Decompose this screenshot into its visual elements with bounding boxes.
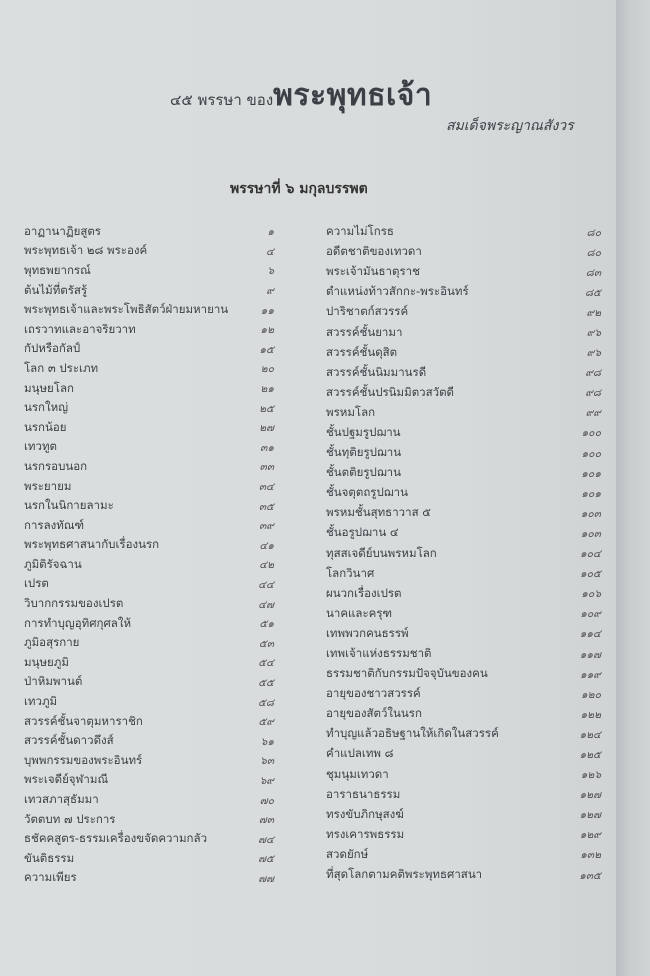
toc-entry-page: ๑๐๑: [581, 467, 601, 480]
toc-entry: [326, 805, 601, 825]
toc-entry: [24, 340, 274, 360]
toc-entry-title: ที่สุดโลกตามคติพระพุทธศาสนา: [326, 867, 483, 882]
toc-entry-title: สวรรค์ชั้นยามา: [326, 324, 403, 339]
toc-entry: [24, 810, 274, 830]
toc-entry-page: ๕๓: [258, 637, 274, 650]
toc-entry-title: ชุมนุมเทวดา: [326, 766, 389, 781]
toc-entry: [24, 536, 274, 556]
toc-entry-title: วิบากกรรมของเปรต: [24, 596, 124, 611]
toc-entry-page: ๑๐๐: [581, 427, 601, 440]
toc-entry-title: ชั้นปฐมรูปฌาน: [326, 424, 401, 439]
toc-entry: [326, 222, 601, 242]
toc-entry-page: ๓๑: [260, 441, 274, 454]
toc-entry-title: บุพพกรรมของพระอินทร์: [24, 752, 143, 767]
toc-entry: [24, 731, 274, 751]
toc-entry-page: ๗๓: [258, 814, 274, 827]
toc-entry-title: พุทธพยากรณ์: [24, 262, 91, 277]
toc-entry-title: นรกน้อย: [24, 419, 67, 434]
toc-entry-title: ภูมิอสุรกาย: [24, 635, 80, 650]
toc-entry: [24, 614, 274, 634]
title-main: พระพุทธเจ้า: [273, 78, 433, 113]
toc-entry-page: ๑๑๙: [579, 668, 601, 681]
toc-entry: [24, 359, 274, 379]
toc-entry-page: ๙๘: [585, 367, 601, 380]
toc-entry: [24, 771, 274, 791]
toc-entry-page: ๔๗: [258, 598, 274, 611]
toc-entry: [24, 751, 274, 771]
toc-entry-page: ๑๐๓: [580, 527, 601, 540]
toc-entry-page: ๙๘: [585, 387, 601, 400]
toc-entry: [24, 418, 274, 438]
toc-entry-page: ๑๕: [259, 343, 274, 356]
toc-entry-title: ชั้นทุติยรูปฌาน: [326, 445, 402, 460]
toc-entry: [24, 457, 274, 477]
toc-entry: [24, 692, 274, 712]
toc-entry-page: ๒๑: [260, 383, 274, 396]
toc-entry-title: มนุษยโลก: [24, 380, 74, 395]
toc-entry-page: ๑๐๖: [581, 588, 601, 601]
title-prefix: ๔๕ พรรษา ของ: [170, 91, 274, 109]
toc-entry-page: ๔: [266, 245, 274, 258]
toc-entry: [326, 785, 601, 805]
toc-entry-title: นรกในนิกายลามะ: [24, 498, 114, 513]
toc-entry-title: สวรรค์ชั้นนิมมานรดี: [326, 364, 427, 379]
toc-entry-title: โลกวินาศ: [326, 565, 375, 580]
toc-entry-page: ๕๔: [258, 657, 274, 670]
toc-entry-title: พระยายม: [24, 478, 72, 493]
toc-entry-title: เทวภูมิ: [24, 694, 58, 709]
toc-entry-page: ๑๒: [260, 324, 274, 337]
toc-entry-title: พรหมโลก: [326, 404, 376, 419]
toc-entry-title: การทำบุญอุทิศกุศลให้: [24, 615, 132, 630]
toc-entry: [24, 379, 274, 399]
toc-entry-page: ๘๕: [584, 286, 601, 299]
toc-entry: [326, 403, 601, 423]
toc-entry-title: นรกรอบนอก: [24, 458, 88, 473]
toc-entry-page: ๑๑๔: [579, 628, 601, 641]
toc-entry-title: สวดยักษ์: [326, 846, 369, 861]
toc-entry-page: ๑๐๕: [579, 568, 601, 581]
toc-entry: [326, 744, 601, 764]
toc-entry: [326, 423, 601, 443]
toc-entry-page: ๑๐๔: [579, 548, 601, 561]
toc-entry-page: ๑๑๗: [579, 648, 601, 661]
toc-entry: [24, 633, 274, 653]
toc-entry-page: ๘๓: [585, 266, 601, 279]
toc-entry-page: ๑๒๙: [579, 829, 601, 842]
toc-entry: [326, 724, 601, 744]
toc-entry: [24, 790, 274, 810]
toc-entry-page: ๒๗: [259, 422, 274, 435]
toc-entry-title: ทุสสเจดีย์บนพรหมโลก: [326, 545, 437, 560]
toc-entry: [326, 242, 601, 262]
toc-entry: [24, 300, 274, 320]
toc-entry: [24, 477, 274, 497]
toc-entry-title: พระเจ้ามันธาตุราช: [326, 264, 420, 279]
toc-entry-page: ๗๔: [258, 833, 274, 846]
toc-entry: [24, 320, 274, 340]
toc-entry-page: ๖๑: [260, 735, 274, 748]
toc-entry: [24, 281, 274, 301]
toc-entry-page: ๑๒๕: [579, 748, 601, 761]
toc-entry-page: ๑๒๗: [579, 809, 601, 822]
toc-entry-title: ชั้นจตุตถรูปฌาน: [326, 485, 408, 500]
toc-entry: [326, 363, 601, 383]
toc-entry-page: ๑: [267, 226, 274, 239]
toc-entry-title: ต้นไม้ที่ตรัสรู้: [24, 282, 88, 297]
toc-entry-page: ๘๐: [586, 226, 601, 239]
toc-entry-title: ความไม่โกรธ: [326, 224, 394, 239]
toc-entry-page: ๖๓: [260, 755, 274, 768]
toc-entry: [326, 302, 601, 322]
toc-entry-page: ๔๑: [259, 539, 274, 552]
toc-entry-page: ๑๑: [260, 304, 274, 317]
toc-entry: [326, 845, 601, 865]
toc-entry: [326, 523, 601, 543]
toc-entry-page: ๖: [267, 265, 274, 278]
toc-entry: [326, 644, 601, 664]
toc-entry: [24, 398, 274, 418]
toc-entry-title: ภูมิติรัจฉาน: [24, 556, 82, 571]
toc-entry-title: เทวสภาสุธัมมา: [24, 792, 99, 807]
toc-entry: [326, 443, 601, 463]
toc-entry-page: ๔๒: [259, 559, 274, 572]
toc-entry-title: ทรงเคารพธรรม: [326, 826, 405, 841]
toc-entry-page: ๑๓๕: [579, 869, 601, 882]
toc-entry: [326, 503, 601, 523]
toc-entry-title: คำแปลเทพ ๘: [326, 746, 394, 761]
toc-entry: [326, 704, 601, 724]
toc-entry: [326, 322, 601, 342]
toc-entry-page: ๙๖: [586, 327, 601, 340]
toc-entry-page: ๗๕: [258, 853, 274, 866]
toc-entry-page: ๕๑: [259, 618, 274, 631]
toc-entry: [24, 516, 274, 536]
toc-entry-title: ชั้นตติยรูปฌาน: [326, 465, 401, 480]
toc-entry: [326, 664, 601, 684]
toc-entry-title: พระพุทธศาสนากับเรื่องนรก: [24, 537, 160, 552]
toc-entry-title: อาราธนาธรรม: [326, 786, 401, 801]
toc-entry-page: ๙๙: [585, 407, 601, 420]
toc-entry-title: สวรรค์ชั้นดาวดึงส์: [24, 733, 114, 748]
toc-entry-title: เปรต: [24, 576, 49, 591]
toc-entry-page: ๕๙: [258, 716, 274, 729]
toc-entry: [326, 343, 601, 363]
toc-left-column: [24, 222, 274, 888]
toc-entry: [24, 555, 274, 575]
toc-entry-page: ๘๐: [586, 246, 601, 259]
toc-entry: [326, 684, 601, 704]
toc-entry: [326, 865, 601, 885]
toc-entry: [326, 564, 601, 584]
toc-entry: [326, 765, 601, 785]
toc-entry-title: สวรรค์ชั้นจาตุมหาราชิก: [24, 713, 143, 728]
toc-entry: [24, 438, 274, 458]
toc-entry-page: ๑๒๒: [580, 708, 601, 721]
toc-right-column: [326, 222, 601, 885]
toc-entry-title: นาคและครุฑ: [326, 605, 393, 620]
toc-entry: [24, 222, 274, 242]
toc-entry-title: ทรงขับภิกษุสงฆ์: [326, 806, 404, 821]
toc-entry: [326, 825, 601, 845]
toc-entry: [326, 604, 601, 624]
toc-entry-page: ๗๗: [258, 872, 274, 885]
toc-entry: [24, 496, 274, 516]
toc-entry-title: วัตตบท ๗ ประการ: [24, 811, 116, 826]
toc-entry-title: พรหมชั้นสุทธาวาส ๕: [326, 505, 431, 520]
toc-entry-title: พระพุทธเจ้า ๒๘ พระองค์: [24, 243, 148, 258]
toc-entry: [24, 594, 274, 614]
toc-entry-page: ๙๒: [586, 306, 601, 319]
toc-entry-page: ๑๐๑: [581, 487, 601, 500]
toc-entry-title: ตำแหน่งท้าวสักกะ-พระอินทร์: [326, 284, 469, 299]
toc-entry-title: เทวทูต: [24, 439, 58, 454]
toc-entry-title: สวรรค์ชั้นดุสิต: [326, 344, 398, 359]
toc-entry-title: เถรวาทและอาจริยวาท: [24, 321, 136, 336]
toc-entry-title: การลงทัณฑ์: [24, 517, 85, 532]
toc-entry-page: ๙๖: [586, 347, 601, 360]
toc-entry: [24, 829, 274, 849]
toc-entry-page: ๓๓: [259, 461, 274, 474]
book-title: [170, 72, 432, 119]
toc-entry-page: ๑๓๒: [580, 849, 601, 862]
author: สมเด็จพระญาณสังวร: [446, 118, 574, 134]
toc-entry-page: ๖๙: [259, 774, 274, 787]
toc-entry-title: อาฏานาฏิยสูตร: [24, 223, 101, 238]
toc-entry-title: ป่าหิมพานต์: [24, 674, 83, 689]
toc-entry-page: ๙: [266, 285, 274, 298]
toc-entry-page: ๑๐๙: [580, 608, 601, 621]
toc-entry-title: ความเพียร: [24, 870, 77, 885]
toc-entry: [24, 849, 274, 869]
toc-entry-title: สวรรค์ชั้นปรนิมมิตวสวัตดี: [326, 384, 455, 399]
toc-entry: [326, 584, 601, 604]
toc-entry-title: มนุษยภูมิ: [24, 654, 69, 669]
toc-entry-page: ๗๐: [259, 794, 274, 807]
toc-entry-page: ๕๘: [257, 696, 274, 709]
toc-entry-title: เทพเจ้าแห่งธรรมชาติ: [326, 646, 432, 661]
toc-entry-title: โลก ๓ ประเภท: [24, 360, 99, 375]
toc-entry-title: อายุของสัตว์ในนรก: [326, 706, 422, 721]
toc-entry-page: ๑๒๗: [579, 789, 601, 802]
toc-entry: [24, 242, 274, 262]
toc-entry-page: ๑๒๖: [580, 769, 601, 782]
toc-entry-title: อายุของชาวสวรรค์: [326, 686, 421, 701]
toc-entry-page: ๑๒๐: [581, 688, 601, 701]
toc-entry: [326, 483, 601, 503]
toc-entry-page: ๑๐๓: [580, 507, 601, 520]
toc-entry-title: นรกใหญ่: [24, 400, 68, 415]
toc-entry: [24, 673, 274, 693]
toc-entry-title: พระพุทธเจ้าและพระโพธิสัตว์ฝ่ายมหายาน: [24, 302, 229, 317]
toc-entry-title: ธรรมชาติกับกรรมปัจจุบันของคน: [326, 666, 488, 681]
toc-entry: [326, 544, 601, 564]
toc-entry: [326, 262, 601, 282]
toc-entry-page: ๓๙: [259, 520, 274, 533]
toc-entry-title: ธชัคคสูตร-ธรรมเครื่องขจัดความกลัว: [24, 831, 208, 846]
toc-entry: [326, 463, 601, 483]
toc-entry-page: ๕๕: [258, 676, 274, 689]
toc-entry-page: ๑๐๐: [581, 447, 601, 460]
toc-entry-title: ปาริชาตก์สวรรค์: [326, 304, 409, 319]
toc-entry: [326, 624, 601, 644]
toc-entry: [24, 712, 274, 732]
toc-entry-title: ขันติธรรม: [24, 850, 75, 865]
toc-entry-title: ชั้นอรูปฌาน ๔: [326, 525, 399, 540]
toc-entry-page: ๓๔: [258, 481, 274, 494]
toc-entry-title: เทพพวกคนธรรพ์: [326, 625, 409, 640]
toc-entry-page: ๒๕: [259, 402, 274, 415]
toc-entry-title: ผนวกเรื่องเปรต: [326, 585, 402, 600]
toc-entry: [24, 261, 274, 281]
toc-entry: [24, 869, 274, 889]
toc-entry-page: ๒๐: [260, 363, 274, 376]
toc-entry-page: ๑๒๔: [579, 728, 601, 741]
toc-entry: [326, 383, 601, 403]
toc-entry: [24, 653, 274, 673]
section-heading: พรรษาที่ ๖ มกุลบรรพต: [230, 181, 368, 197]
toc-entry-page: ๔๔: [258, 578, 274, 591]
toc-entry-title: กัปหรือกัลป์: [24, 341, 81, 356]
adjacent-page-edge: [616, 0, 650, 976]
toc-entry: [24, 575, 274, 595]
toc-entry: [326, 282, 601, 302]
toc-entry-page: ๓๕: [258, 500, 274, 513]
toc-entry-title: พระเจดีย์จุฬามณี: [24, 772, 109, 787]
toc-entry-title: ทำบุญแล้วอธิษฐานให้เกิดในสวรรค์: [326, 726, 499, 741]
toc-entry-title: อดีตชาติของเทวดา: [326, 244, 422, 259]
